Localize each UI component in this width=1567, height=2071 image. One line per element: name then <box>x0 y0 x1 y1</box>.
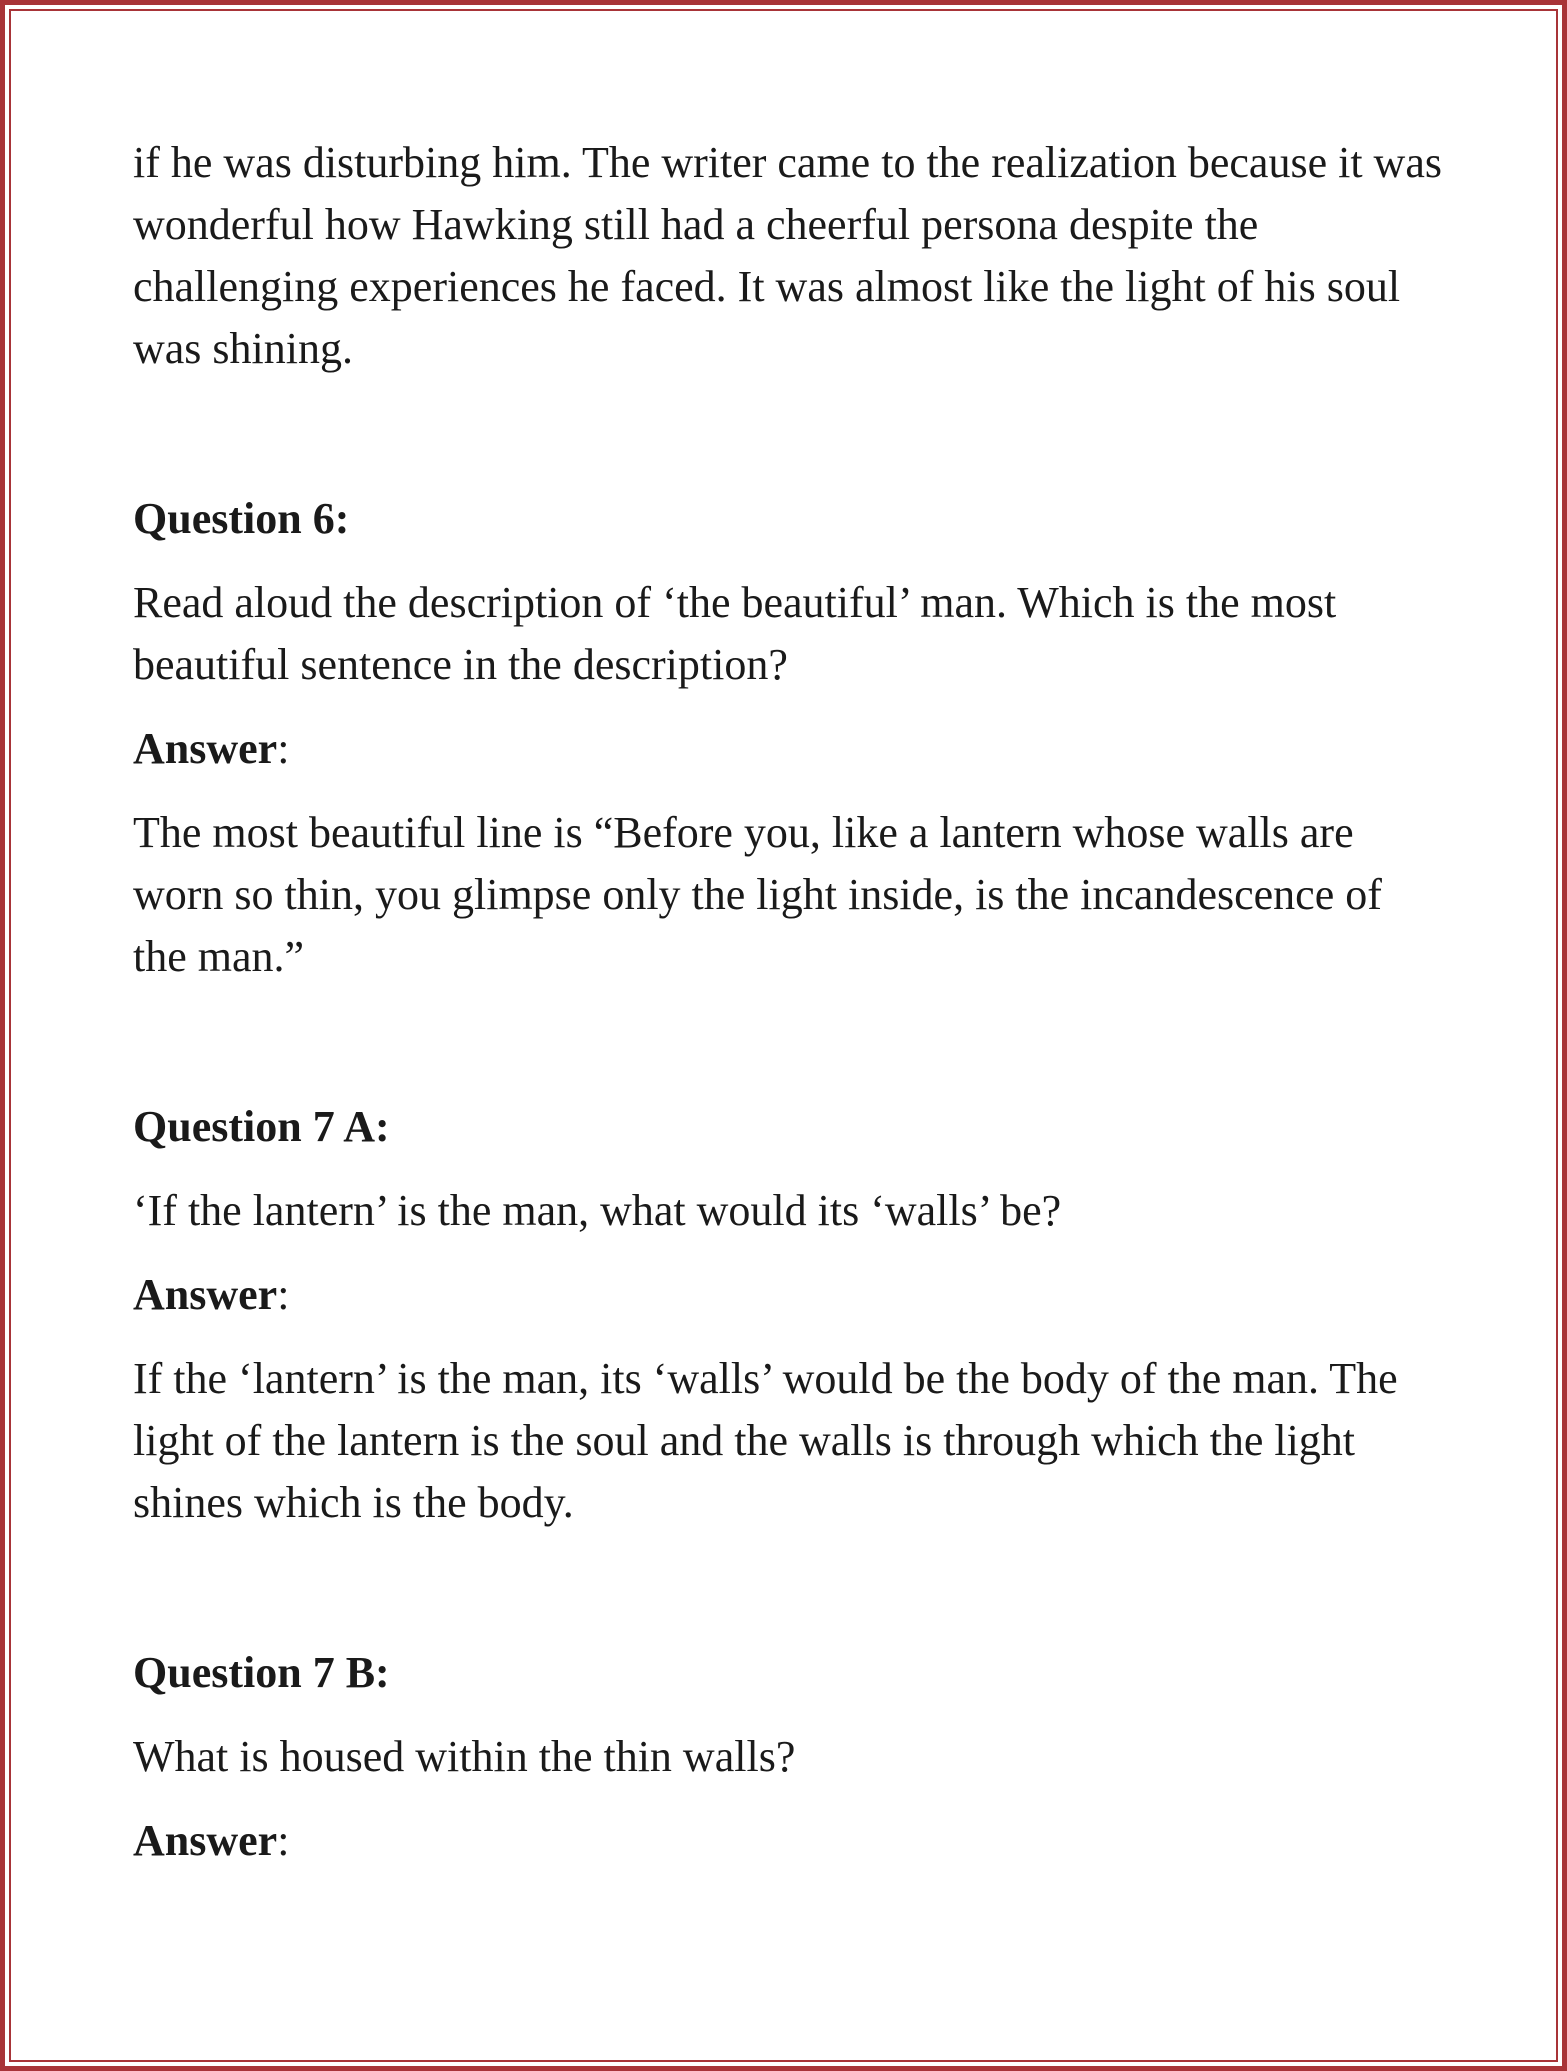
question-7a-section <box>133 1096 1443 1534</box>
question-6-heading: Question 6: <box>133 494 350 543</box>
question-7b-text: What is housed within the thin walls? <box>133 1732 796 1781</box>
question-6-section <box>133 488 1443 988</box>
question-6-answer-text: The most beautiful line is “Before you, like a lantern whose walls are worn so thin, you glimpse only the light inside, is the incandescence of the man.” <box>133 808 1382 981</box>
answer-label-bold: Answer <box>133 1816 278 1865</box>
answer-label-colon: : <box>277 724 290 773</box>
question-6-answer-label <box>133 718 1443 780</box>
intro-paragraph: if he was disturbing him. The writer came to the realization because it was wonderful how Hawking still had a cheerful persona despite the challenging experiences he faced. It was almost like the light of his soul was shining. <box>133 138 1442 373</box>
question-7a-answer-text: If the ‘lantern’ is the man, its ‘walls’ would be the body of the man. The light of the lantern is the soul and the walls is through which the light shines which is the body. <box>133 1354 1398 1527</box>
question-7b-section <box>133 1642 1443 1872</box>
question-7b-answer-label <box>133 1810 1443 1872</box>
question-7a-text: ‘If the lantern’ is the man, what would its ‘walls’ be? <box>133 1186 1062 1235</box>
answer-label-bold: Answer <box>133 1270 278 1319</box>
answer-label-colon: : <box>277 1816 290 1865</box>
answer-label-colon: : <box>277 1270 290 1319</box>
question-7a-answer-label <box>133 1264 1443 1326</box>
question-7b-heading: Question 7 B: <box>133 1648 390 1697</box>
question-7a-heading: Question 7 A: <box>133 1102 390 1151</box>
document-content <box>133 132 1443 1894</box>
answer-label-bold: Answer <box>133 724 278 773</box>
question-6-text: Read aloud the description of ‘the beautiful’ man. Which is the most beautiful sentence in the description? <box>133 578 1337 689</box>
